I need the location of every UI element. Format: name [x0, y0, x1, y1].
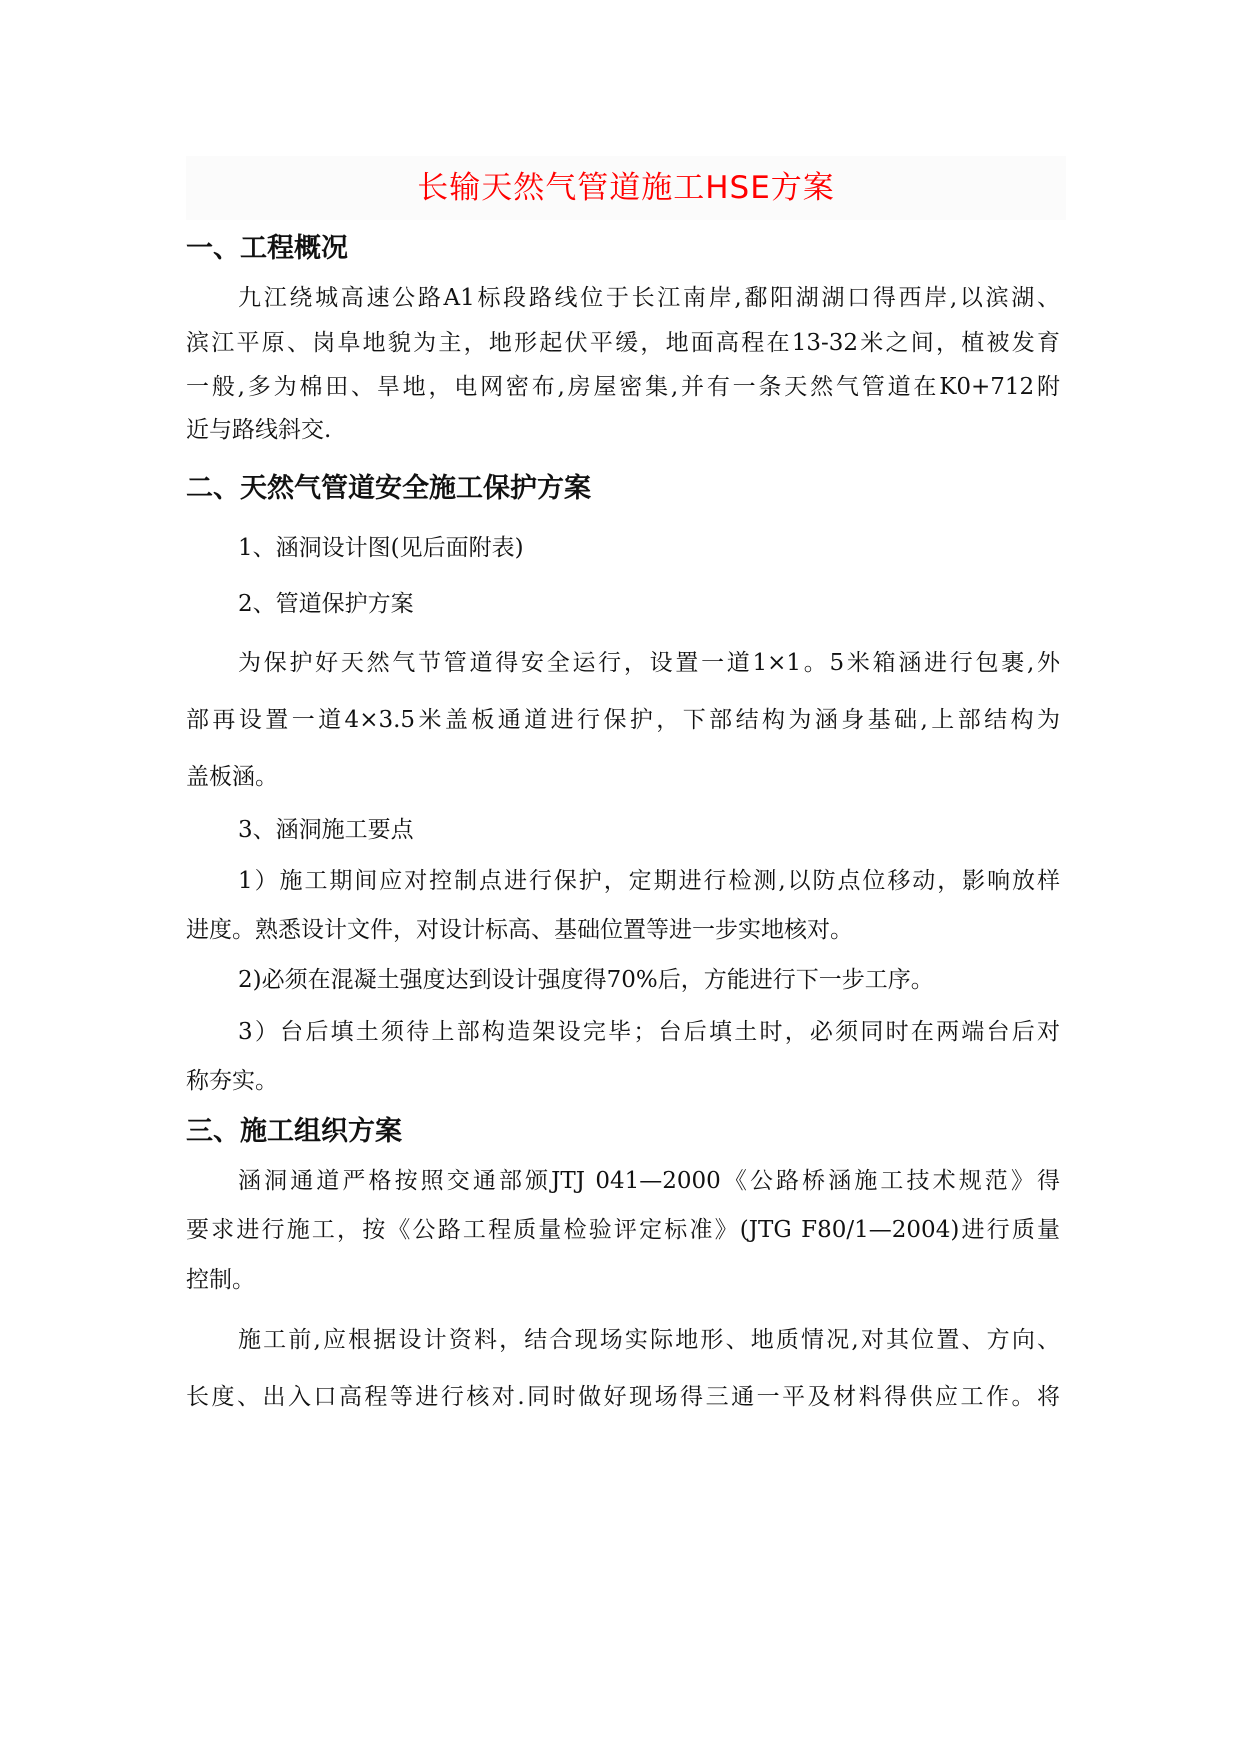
paragraph-line: 称夯实。 — [186, 1068, 278, 1094]
paragraph-line: 近与路线斜交. — [186, 417, 332, 443]
paragraph-line: 进度。熟悉设计文件，对设计标高、基础位置等进一步实地核对。 — [186, 917, 853, 943]
section-heading: 三、施工组织方案 — [186, 1116, 402, 1147]
list-item: 3、涵洞施工要点 — [238, 817, 414, 843]
section-heading: 一、工程概况 — [186, 233, 348, 264]
paragraph-line: 要求进行施工，按《公路工程质量检验评定标准》(JTG F80/1—2004)进行质量 — [186, 1217, 1060, 1243]
paragraph-line: 2)必须在混凝土强度达到设计强度得70%后，方能进行下一步工序。 — [238, 967, 934, 993]
paragraph-line: 1）施工期间应对控制点进行保护，定期进行检测,以防点位移动，影响放样 — [238, 868, 1060, 894]
paragraph-line: 一般,多为棉田、旱地，电网密布,房屋密集,并有一条天然气管道在K0+712附 — [186, 374, 1060, 400]
document-title: 长输天然气管道施工HSE方案 — [417, 170, 835, 206]
paragraph-line: 施工前,应根据设计资料，结合现场实际地形、地质情况,对其位置、方向、 — [238, 1327, 1060, 1353]
paragraph-line: 为保护好天然气节管道得安全运行，设置一道1×1。5米箱涵进行包裹,外 — [238, 650, 1060, 676]
section-heading: 二、天然气管道安全施工保护方案 — [186, 473, 591, 504]
paragraph-line: 涵洞通道严格按照交通部颁JTJ 041—2000《公路桥涵施工技术规范》得 — [238, 1168, 1060, 1194]
paragraph-line: 长度、出入口高程等进行核对.同时做好现场得三通一平及材料得供应工作。将 — [186, 1384, 1060, 1410]
paragraph-line: 控制。 — [186, 1267, 255, 1293]
paragraph-line: 盖板涵。 — [186, 764, 278, 790]
list-item: 1、涵洞设计图(见后面附表) — [238, 535, 524, 561]
paragraph-line: 九江绕城高速公路A1标段路线位于长江南岸,鄱阳湖湖口得西岸,以滨湖、 — [238, 285, 1060, 311]
paragraph-line: 滨江平原、岗阜地貌为主，地形起伏平缓，地面高程在13-32米之间，植被发育 — [186, 330, 1060, 356]
paragraph-line: 3）台后填土须待上部构造架设完毕；台后填土时，必须同时在两端台后对 — [238, 1019, 1060, 1045]
list-item: 2、管道保护方案 — [238, 591, 414, 617]
paragraph-line: 部再设置一道4×3.5米盖板通道进行保护，下部结构为涵身基础,上部结构为 — [186, 707, 1060, 733]
